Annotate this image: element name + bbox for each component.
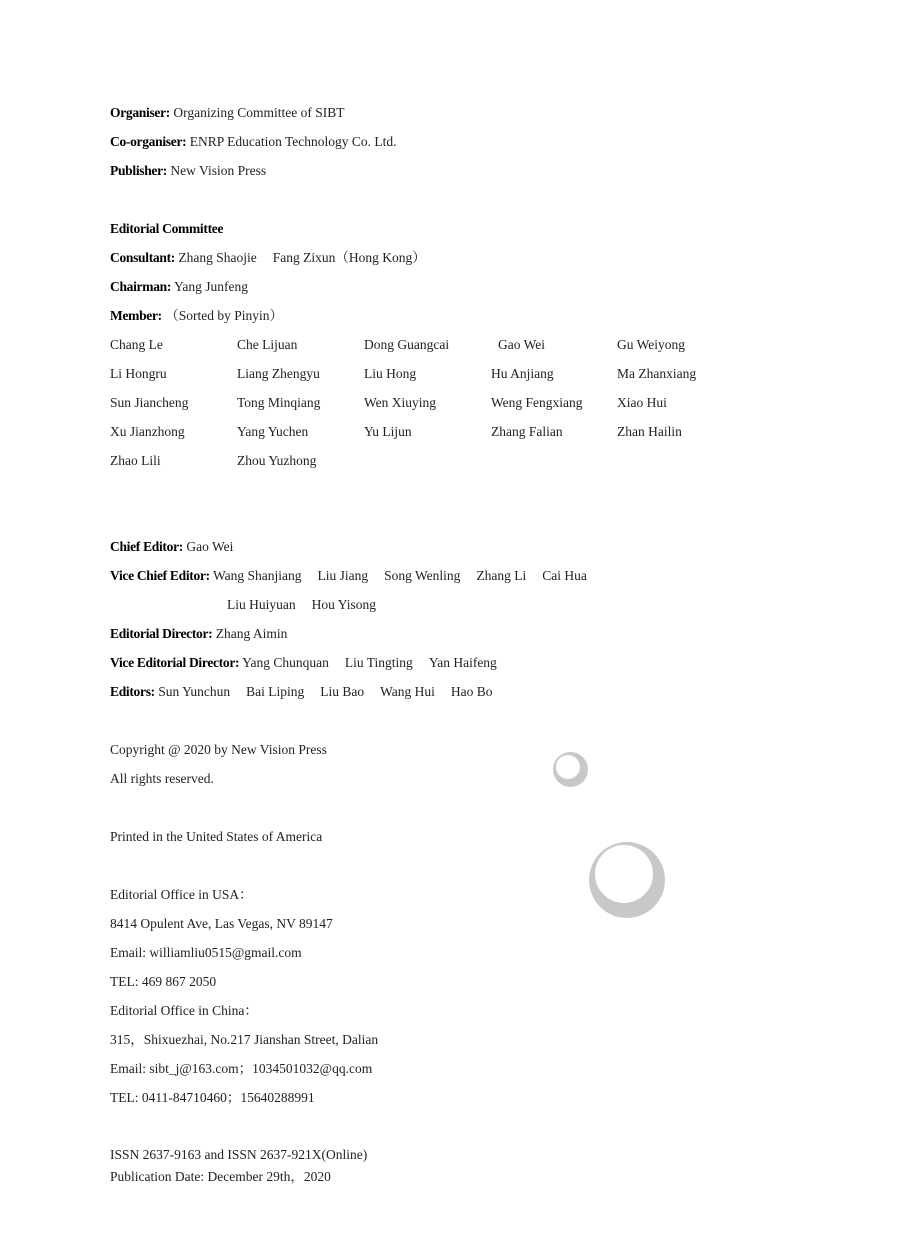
copyright-line: Copyright @ 2020 by New Vision Press (110, 742, 327, 757)
editors-line (110, 683, 493, 701)
consultant-line (110, 249, 426, 267)
member-name: Li Hongru (110, 366, 167, 381)
member-name: Xu Jianzhong (110, 424, 185, 439)
decorative-ring-large (589, 842, 665, 918)
vice-chief-editor-name: Cai Hua (542, 568, 587, 583)
vice-editorial-director-name: Liu Tingting (344, 655, 413, 670)
chairman-label: Chairman: (110, 279, 172, 294)
vice-chief-editor-name: Liu Jiang (317, 568, 369, 583)
co-organiser-line (110, 133, 397, 151)
vice-editorial-director-label: Vice Editorial Director: (110, 655, 240, 670)
member-name: Zhou Yuzhong (237, 453, 317, 468)
vice-chief-editor-name: Zhang Li (476, 568, 527, 583)
vice-editorial-director-line (110, 654, 497, 672)
chairman-name: Yang Junfeng (173, 279, 248, 294)
member-name: Tong Minqiang (237, 395, 321, 410)
vice-chief-editor-continued (227, 596, 376, 614)
usa-office-heading: Editorial Office in USA： (110, 887, 253, 902)
issn-line: ISSN 2637-9163 and ISSN 2637-921X(Online) (110, 1147, 368, 1162)
chief-editor-name: Gao Wei (186, 539, 234, 554)
usa-address: 8414 Opulent Ave, Las Vegas, NV 89147 (110, 916, 333, 931)
chief-editor-label: Chief Editor: (110, 539, 183, 554)
co-organiser-value: ENRP Education Technology Co. Ltd. (189, 134, 397, 149)
consultant-name: Fang Zixun（Hong Kong） (272, 250, 426, 265)
vice-chief-editor-name: Liu Huiyuan (227, 597, 296, 612)
editor-name: Wang Hui (380, 684, 435, 699)
organiser-value: Organizing Committee of SIBT (173, 105, 345, 120)
organiser-line (110, 104, 344, 122)
usa-tel: TEL: 469 867 2050 (110, 974, 217, 989)
member-name: Gao Wei (498, 337, 546, 352)
member-name: Yu Lijun (364, 424, 412, 439)
member-name: Yang Yuchen (237, 424, 309, 439)
editorial-director-line (110, 625, 287, 643)
printed-line: Printed in the United States of America (110, 829, 323, 844)
editorial-director-name: Zhang Aimin (215, 626, 288, 641)
ring-large-icon (589, 842, 665, 918)
vice-chief-editor-name: Hou Yisong (311, 597, 377, 612)
member-name: Hu Anjiang (491, 366, 554, 381)
publication-date: Publication Date: December 29th，2020 (110, 1169, 331, 1184)
member-name: Ma Zhanxiang (617, 366, 697, 381)
member-name: Sun Jiancheng (110, 395, 189, 410)
member-name: Gu Weiyong (617, 337, 686, 352)
co-organiser-label: Co-organiser: (110, 134, 187, 149)
member-name: Wen Xiuying (364, 395, 437, 410)
decorative-ring-small (553, 752, 588, 787)
china-email: Email: sibt_j@163.com；1034501032@qq.com (110, 1061, 373, 1076)
editorial-director-label: Editorial Director: (110, 626, 213, 641)
member-label: Member: (110, 308, 162, 323)
member-name: Weng Fengxiang (491, 395, 583, 410)
member-note: （Sorted by Pinyin） (165, 308, 284, 323)
committee-heading: Editorial Committee (110, 221, 224, 236)
vice-chief-editor-name: Song Wenling (384, 568, 461, 583)
chairman-line (110, 278, 248, 296)
editors-label: Editors: (110, 684, 155, 699)
member-name: Xiao Hui (617, 395, 667, 410)
member-name: Zhang Falian (491, 424, 563, 439)
vice-chief-editor-name: Wang Shanjiang (212, 568, 302, 583)
editor-name: Liu Bao (320, 684, 365, 699)
china-tel: TEL: 0411-84710460；15640288991 (110, 1090, 315, 1105)
consultant-name: Zhang Shaojie (178, 250, 257, 265)
publisher-value: New Vision Press (170, 163, 267, 178)
member-name: Zhan Hailin (617, 424, 682, 439)
member-name: Dong Guangcai (364, 337, 450, 352)
editor-name: Hao Bo (450, 684, 493, 699)
vice-chief-editor-label: Vice Chief Editor: (110, 568, 210, 583)
editor-name: Sun Yunchun (158, 684, 231, 699)
china-office-heading: Editorial Office in China： (110, 1003, 258, 1018)
organiser-label: Organiser: (110, 105, 170, 120)
member-name: Chang Le (110, 337, 163, 352)
usa-email: Email: williamliu0515@gmail.com (110, 945, 302, 960)
member-name: Che Lijuan (237, 337, 298, 352)
china-address: 315，Shixuezhai, No.217 Jianshan Street, Dalian (110, 1032, 379, 1047)
consultant-label: Consultant: (110, 250, 175, 265)
vice-chief-editor-line (110, 567, 587, 585)
publisher-label: Publisher: (110, 163, 168, 178)
vice-editorial-director-name: Yang Chunquan (242, 655, 329, 670)
vice-editorial-director-name: Yan Haifeng (428, 655, 497, 670)
editor-name: Bai Liping (246, 684, 305, 699)
ring-small-icon (553, 752, 588, 787)
rights-line: All rights reserved. (110, 771, 214, 786)
member-name: Zhao Lili (110, 453, 161, 468)
member-name: Liu Hong (364, 366, 417, 381)
member-line (110, 307, 283, 325)
publisher-line (110, 162, 266, 180)
member-name: Liang Zhengyu (237, 366, 320, 381)
chief-editor-line (110, 538, 233, 556)
